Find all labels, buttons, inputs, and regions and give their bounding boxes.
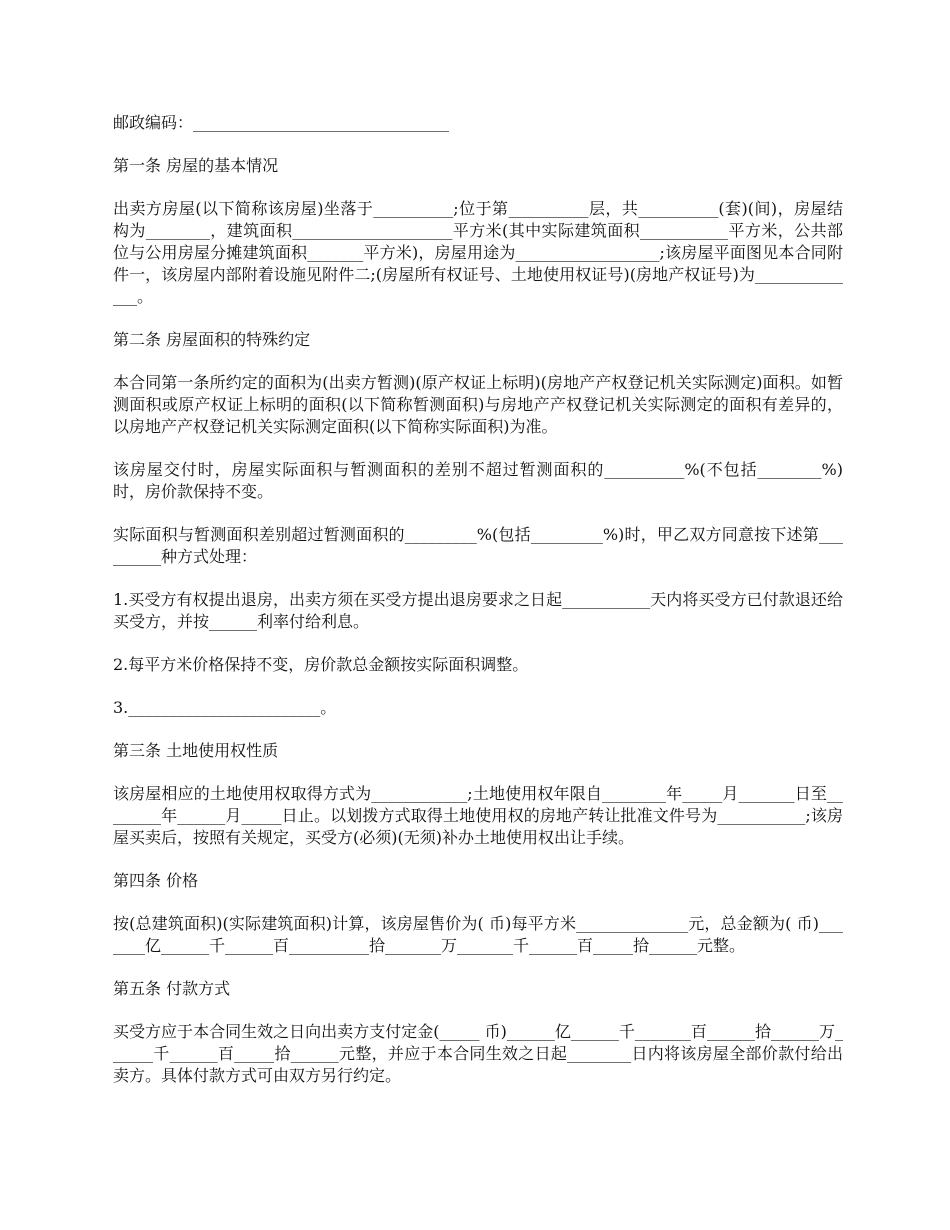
section-2-paragraph-1: 本合同第一条所约定的面积为(出卖方暂测)(原产权证上标明)(房地产产权登记机关实际测定)面积。如暂测面积或原产权证上标明的面积(以下简称暂测面积)与房地产产权登记机关实际测定的面积有差异的，以房地产产权登记机关实际测定面积(以下简称实际面积)为准。 [113,373,843,436]
contract-page [113,112,843,1108]
section-1-paragraph: 出卖方房屋(以下简称该房屋)坐落于__________;位于第__________层，共__________(套)(间)，房屋结构为________，建筑面积____________________平方米(其中实际建筑面积___________平方米，公共部位与公用房屋分摊建筑面积_______平方米)，房屋用途为__________________;该房屋平面图见本合同附件一，该房屋内部附着设施见附件二;(房屋所有权证号、土地使用权证号)(房地产权证号)为______________。 [113,199,843,306]
section-4-title: 第四条 价格 [113,871,199,890]
section-2-paragraph-2: 该房屋交付时，房屋实际面积与暂测面积的差别不超过暂测面积的__________%(不包括________%)时，房价款保持不变。 [113,460,843,501]
section-5-paragraph: 买受方应于本合同生效之日向出卖方支付定金(_____ 币)______亿______千_______百______拾______万______千______百_____拾______元整，并应于本合同生效之日起________日内将该房屋全部价款付给出卖方。具体付款方式可由双方另行约定。 [113,1022,843,1085]
section-3-title: 第三条 土地使用权性质 [113,741,279,760]
section-2-option-2: 2.每平方米价格保持不变，房价款总金额按实际面积调整。 [113,655,529,674]
section-2-title: 第二条 房屋面积的特殊约定 [113,330,311,349]
section-2-option-3: 3.________________________。 [113,698,337,717]
section-5-title: 第五条 付款方式 [113,979,231,998]
section-3-paragraph: 该房屋相应的土地使用权取得方式为____________;土地使用权年限自________年_____月_______日至________年______月_____日止。以划拨方式取得土地使用权的房地产转让批准文件号为___________;该房屋买卖后，按照有关规定，买受方(必须)(无须)补办土地使用权出让手续。 [113,784,843,847]
postal-code-line: 邮政编码：________________________________ [113,113,450,132]
section-2-paragraph-3: 实际面积与暂测面积差别超过暂测面积的_________%(包括_________%)时，甲乙双方同意按下述第_________种方式处理： [113,525,843,566]
section-1-title: 第一条 房屋的基本情况 [113,156,279,175]
section-2-option-1: 1.买受方有权提出退房，出卖方须在买受方提出退房要求之日起___________天内将买受方已付款退还给买受方，并按______利率付给利息。 [113,590,843,631]
section-4-paragraph: 按(总建筑面积)(实际建筑面积)计算，该房屋售价为( 币)每平方米______________元，总金额为( 币)_______亿______千______百__________拾_______万_______千______百_____拾______元整。 [113,914,843,955]
